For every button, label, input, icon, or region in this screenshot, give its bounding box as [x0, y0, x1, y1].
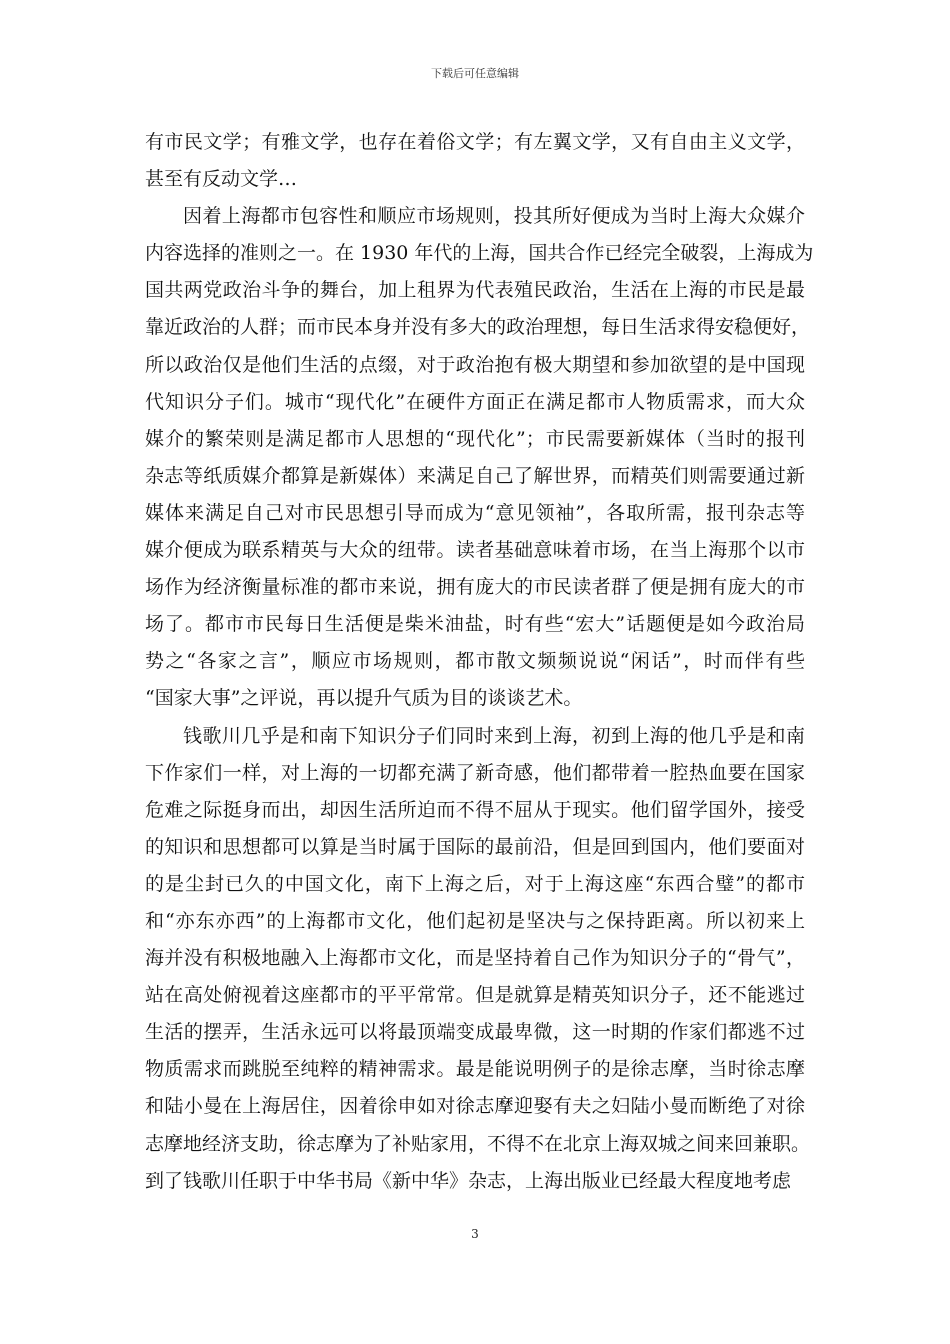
- text-line: 势之“各家之言”，顺应市场规则，都市散文频频说说“闲话”，时而伴有些: [145, 650, 805, 673]
- text-line: 和“亦东亦西”的上海都市文化，他们起初是坚决与之保持距离。所以初来上: [145, 909, 805, 932]
- text-line: 下作家们一样，对上海的一切都充满了新奇感，他们都带着一腔热血要在国家: [145, 761, 805, 784]
- text-line: 的知识和思想都可以算是当时属于国际的最前沿，但是回到国内，他们要面对: [145, 835, 805, 858]
- text-line: 场了。都市市民每日生活便是柴米油盐，时有些“宏大”话题便是如今政治局: [145, 613, 805, 636]
- text-line: 代知识分子们。城市“现代化”在硬件方面正在满足都市人物质需求，而大众: [145, 390, 805, 413]
- text-line: 媒体来满足自己对市民思想引导而成为“意见领袖”，各取所需，报刊杂志等: [145, 501, 805, 524]
- text-line: 杂志等纸质媒介都算是新媒体）来满足自己了解世界，而精英们则需要通过新: [145, 464, 805, 487]
- text-line: 站在高处俯视着这座都市的平平常常。但是就算是精英知识分子，还不能逃过: [145, 984, 805, 1007]
- text-line: “国家大事”之评说，再以提升气质为目的谈谈艺术。: [145, 687, 583, 710]
- text-line: 场作为经济衡量标准的都市来说，拥有庞大的市民读者群了便是拥有庞大的市: [145, 576, 805, 599]
- text-line: 物质需求而跳脱至纯粹的精神需求。最是能说明例子的是徐志摩，当时徐志摩: [145, 1058, 805, 1081]
- text-line: 甚至有反动文学…: [145, 168, 298, 191]
- text-line: 和陆小曼在上海居住，因着徐申如对徐志摩迎娶有夫之妇陆小曼而断绝了对徐: [145, 1095, 805, 1118]
- text-line: 所以政治仅是他们生活的点缀，对于政治抱有极大期望和参加欲望的是中国现: [145, 353, 805, 376]
- text-line: 国共两党政治斗争的舞台，加上租界为代表殖民政治，生活在上海的市民是最: [145, 279, 805, 302]
- text-line: 内容选择的准则之一。在 1930 年代的上海，国共合作已经完全破裂，上海成为: [145, 242, 814, 265]
- text-line: 海并没有积极地融入上海都市文化，而是坚持着自己作为知识分子的“骨气”，: [145, 947, 805, 970]
- text-line: 有市民文学；有雅文学，也存在着俗文学；有左翼文学，又有自由主义文学，: [145, 131, 805, 153]
- text-line: 媒介的繁荣则是满足都市人思想的“现代化”；市民需要新媒体（当时的报刊: [145, 427, 805, 450]
- paragraph: [145, 198, 814, 717]
- body-text: [145, 124, 814, 1200]
- text-line: 志摩地经济支助，徐志摩为了补贴家用，不得不在北京上海双城之间来回兼职。: [145, 1132, 811, 1155]
- text-line: 生活的摆弄，生活永远可以将最顶端变成最卑微，这一时期的作家们都逃不过: [145, 1021, 805, 1044]
- page-header: 下载后可任意编辑: [431, 67, 519, 80]
- paragraph: [145, 124, 805, 198]
- text-line: 因着上海都市包容性和顺应市场规则，投其所好便成为当时上海大众媒介: [183, 205, 805, 228]
- text-line: 危难之际挺身而出，却因生活所迫而不得不屈从于现实。他们留学国外，接受: [145, 798, 805, 821]
- page-number: 3: [471, 1227, 479, 1241]
- text-line: 到了钱歌川任职于中华书局《新中华》杂志，上海出版业已经最大程度地考虑: [145, 1169, 792, 1192]
- text-line: 的是尘封已久的中国文化，南下上海之后，对于上海这座“东西合璧”的都市: [145, 872, 805, 895]
- text-line: 媒介便成为联系精英与大众的纽带。读者基础意味着市场，在当上海那个以市: [145, 539, 805, 562]
- text-line: 钱歌川几乎是和南下知识分子们同时来到上海，初到上海的他几乎是和南: [183, 724, 805, 747]
- paragraph: [145, 718, 811, 1200]
- text-line: 靠近政治的人群；而市民本身并没有多大的政治理想，每日生活求得安稳便好，: [145, 316, 811, 339]
